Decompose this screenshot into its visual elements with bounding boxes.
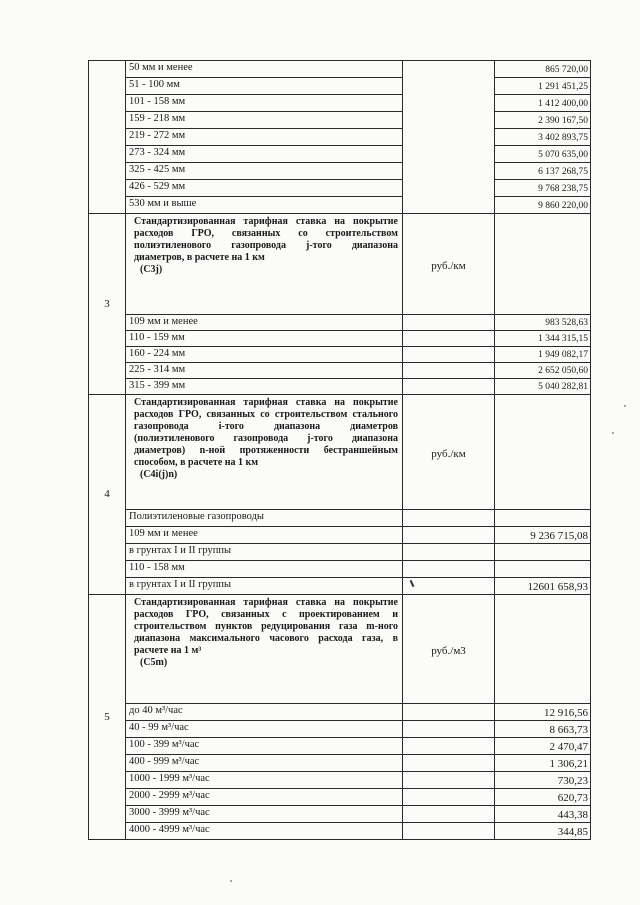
unit-cell xyxy=(403,510,495,527)
table-row xyxy=(89,180,591,197)
row-value: 2 470,47 xyxy=(495,738,591,755)
row-value: 1 949 082,17 xyxy=(495,347,591,363)
table-row xyxy=(89,315,591,331)
unit-cell xyxy=(403,789,495,806)
section-description-text: Стандартизированная тарифная ставка на покрытие расходов ГРО, связанных со строительством полиэтиленового газопровода j-того диапазона диаметров, в расчете на 1 км xyxy=(134,216,398,263)
unit-cell xyxy=(403,806,495,823)
table-row xyxy=(89,561,591,578)
section-symbol: (С3j) xyxy=(140,264,163,275)
table-row xyxy=(89,163,591,180)
row-value: 1 306,21 xyxy=(495,755,591,772)
section-value-cell xyxy=(495,214,591,315)
section-unit: руб./м3 xyxy=(403,595,495,704)
tariff-table xyxy=(88,60,591,840)
row-value: 2 390 167,50 xyxy=(495,112,591,129)
section-description xyxy=(126,214,403,315)
section-symbol: (С5m) xyxy=(140,657,168,668)
row-value: 8 663,73 xyxy=(495,721,591,738)
row-label: Полиэтиленовые газопроводы xyxy=(126,510,403,527)
row-label: 101 - 158 мм xyxy=(126,95,403,112)
section-description xyxy=(126,595,403,704)
row-label: 400 - 999 м³/час xyxy=(126,755,403,772)
unit-cell xyxy=(403,755,495,772)
unit-cell xyxy=(403,61,495,214)
table-row xyxy=(89,806,591,823)
section-value-cell xyxy=(495,395,591,510)
tariff-table-body xyxy=(89,61,591,840)
row-value: 5 040 282,81 xyxy=(495,379,591,395)
unit-cell xyxy=(403,578,495,595)
unit-cell xyxy=(403,527,495,544)
row-label: 325 - 425 мм xyxy=(126,163,403,180)
row-label: 40 - 99 м³/час xyxy=(126,721,403,738)
unit-cell xyxy=(403,315,495,331)
row-label: 315 - 399 мм xyxy=(126,379,403,395)
table-row xyxy=(89,738,591,755)
unit-cell xyxy=(403,738,495,755)
section-header-row xyxy=(89,595,591,704)
section-symbol: (С4i(j)n) xyxy=(140,469,178,480)
table-row xyxy=(89,112,591,129)
table-row xyxy=(89,578,591,595)
unit-cell xyxy=(403,704,495,721)
row-value xyxy=(495,561,591,578)
row-label: в грунтах I и II группы xyxy=(126,578,403,595)
table-row xyxy=(89,379,591,395)
row-value: 1 344 315,15 xyxy=(495,331,591,347)
unit-cell xyxy=(403,772,495,789)
row-label: 51 - 100 мм xyxy=(126,78,403,95)
row-value: 983 528,63 xyxy=(495,315,591,331)
table-row xyxy=(89,197,591,214)
row-label: 3000 - 3999 м³/час xyxy=(126,806,403,823)
row-label: 50 мм и менее xyxy=(126,61,403,78)
row-label: 530 мм и выше xyxy=(126,197,403,214)
row-value: 1 412 400,00 xyxy=(495,95,591,112)
row-value: 9 768 238,75 xyxy=(495,180,591,197)
table-row xyxy=(89,146,591,163)
row-label: 273 - 324 мм xyxy=(126,146,403,163)
table-row xyxy=(89,363,591,379)
section-number: 4 xyxy=(89,395,126,595)
section-number: 5 xyxy=(89,595,126,840)
section-header-row xyxy=(89,395,591,510)
row-label: 160 - 224 мм xyxy=(126,347,403,363)
row-value: 12601 658,93 xyxy=(495,578,591,595)
table-row xyxy=(89,331,591,347)
row-label: 4000 - 4999 м³/час xyxy=(126,823,403,840)
section-description xyxy=(126,395,403,510)
section-unit: руб./км xyxy=(403,214,495,315)
table-row xyxy=(89,129,591,146)
row-label: 109 мм и менее xyxy=(126,527,403,544)
unit-cell xyxy=(403,331,495,347)
table-row xyxy=(89,789,591,806)
table-row xyxy=(89,347,591,363)
row-label: 110 - 158 мм xyxy=(126,561,403,578)
row-label: до 40 м³/час xyxy=(126,704,403,721)
row-label: 225 - 314 мм xyxy=(126,363,403,379)
section-unit: руб./км xyxy=(403,395,495,510)
table-row xyxy=(89,95,591,112)
section-number: 3 xyxy=(89,214,126,395)
scan-speck xyxy=(624,405,626,407)
unit-cell xyxy=(403,561,495,578)
section-description-text: Стандартизированная тарифная ставка на покрытие расходов ГРО, связанных со строительством стального газопровода i-того диапазона диаметров (полиэтиленового газопровода j-того диапазона диаметров) n-ной протяженности бестраншейным способом, в расчете на 1 км xyxy=(134,397,398,468)
unit-cell xyxy=(403,363,495,379)
row-value: 730,23 xyxy=(495,772,591,789)
row-value: 5 070 635,00 xyxy=(495,146,591,163)
table-row xyxy=(89,510,591,527)
table-row xyxy=(89,772,591,789)
row-label: 426 - 529 мм xyxy=(126,180,403,197)
row-value: 620,73 xyxy=(495,789,591,806)
row-value xyxy=(495,544,591,561)
unit-cell xyxy=(403,544,495,561)
row-value: 1 291 451,25 xyxy=(495,78,591,95)
unit-cell xyxy=(403,721,495,738)
table-row xyxy=(89,78,591,95)
row-label: 2000 - 2999 м³/час xyxy=(126,789,403,806)
row-label: 1000 - 1999 м³/час xyxy=(126,772,403,789)
table-row xyxy=(89,704,591,721)
row-value: 443,38 xyxy=(495,806,591,823)
row-label: 159 - 218 мм xyxy=(126,112,403,129)
row-value: 2 652 050,60 xyxy=(495,363,591,379)
row-value xyxy=(495,510,591,527)
row-label: 219 - 272 мм xyxy=(126,129,403,146)
row-label: 100 - 399 м³/час xyxy=(126,738,403,755)
row-value: 865 720,00 xyxy=(495,61,591,78)
row-label: 110 - 159 мм xyxy=(126,331,403,347)
unit-cell xyxy=(403,347,495,363)
row-value: 3 402 893,75 xyxy=(495,129,591,146)
table-row xyxy=(89,544,591,561)
row-label: 109 мм и менее xyxy=(126,315,403,331)
scan-speck xyxy=(230,880,232,882)
row-value: 344,85 xyxy=(495,823,591,840)
unit-cell xyxy=(403,379,495,395)
section-description-text: Стандартизированная тарифная ставка на покрытие расходов ГРО, связанных с проектированием и строительством пунктов редуцирования газа m-ного диапазона максимального часового расхода газа, в расчете на 1 м³ xyxy=(134,597,398,656)
table-row xyxy=(89,61,591,78)
section-header-row xyxy=(89,214,591,315)
row-number-cell xyxy=(89,61,126,214)
row-label: в грунтах I и II группы xyxy=(126,544,403,561)
row-value: 9 236 715,08 xyxy=(495,527,591,544)
table-row xyxy=(89,527,591,544)
scan-speck xyxy=(612,432,614,434)
table-row xyxy=(89,721,591,738)
row-value: 6 137 268,75 xyxy=(495,163,591,180)
table-row xyxy=(89,755,591,772)
table-row xyxy=(89,823,591,840)
row-value: 12 916,56 xyxy=(495,704,591,721)
section-value-cell xyxy=(495,595,591,704)
row-value: 9 860 220,00 xyxy=(495,197,591,214)
unit-cell xyxy=(403,823,495,840)
